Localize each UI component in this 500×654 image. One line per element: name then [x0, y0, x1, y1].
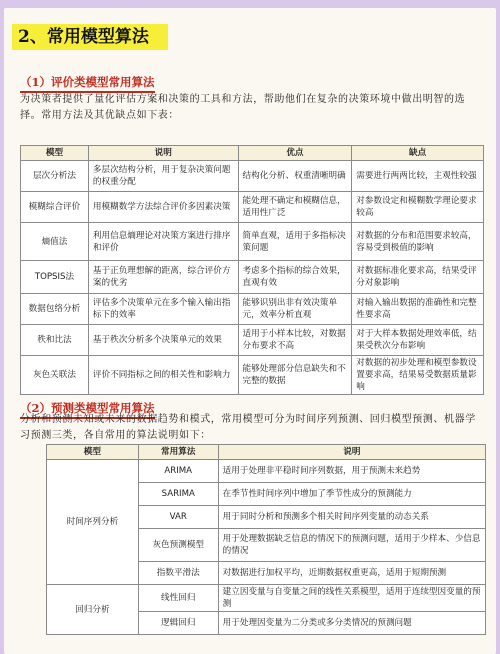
table-cell: 模糊综合评价 — [21, 192, 89, 223]
table-cell: 考虑多个指标的综合效果，直观有效 — [238, 261, 352, 294]
section1-heading-text: （1）评价类模型常用算法 — [20, 75, 155, 89]
table-row — [47, 460, 486, 483]
table-row — [21, 325, 484, 356]
table-cell: 利用信息熵理论对决策方案进行排序和评价 — [88, 223, 238, 261]
algorithm-cell: ARIMA — [138, 460, 218, 483]
table-header-row — [47, 445, 486, 460]
table-cell: 对参数设定和模糊数学理论要求较高 — [352, 192, 484, 223]
document-page — [4, 8, 496, 654]
table-cell: 适用于小样本比较，对数据分布要求不高 — [238, 325, 352, 356]
algorithm-cell: 指数平滑法 — [138, 562, 218, 585]
section1-heading — [20, 74, 155, 90]
table-cell: 能够处理部分信息缺失和不完整的数据 — [238, 356, 352, 395]
table-row — [21, 261, 484, 294]
table-cell: 对输入输出数据的准确性和完整性要求高 — [352, 294, 484, 325]
table-cell: 熵值法 — [21, 223, 89, 261]
column-header: 缺点 — [352, 146, 484, 161]
table-cell: 对数据的分布和范围要求较高，容易受到极值的影响 — [352, 223, 484, 261]
table-cell: 能够识别出非有效决策单元，效率分析直观 — [238, 294, 352, 325]
page-title: 2、常用模型算法 — [12, 24, 168, 50]
table-row — [21, 192, 484, 223]
table-cell: 需要进行两两比较，主观性较强 — [352, 161, 484, 192]
description-cell: 用于处理因变量为二分类或多分类情况的预测问题 — [218, 612, 485, 635]
evaluation-methods-table — [20, 145, 484, 395]
column-header: 说明 — [218, 445, 485, 460]
table-cell: 数据包络分析 — [21, 294, 89, 325]
table-cell: 对于大样本数据处理效率低，结果受秩次分布影响 — [352, 325, 484, 356]
algorithm-cell: 逻辑回归 — [138, 612, 218, 635]
table-cell: 对数据的初步处理和模型参数设置要求高，结果易受数据质量影响 — [352, 356, 484, 395]
column-header: 优点 — [238, 146, 352, 161]
table-row — [21, 223, 484, 261]
column-header: 常用算法 — [138, 445, 218, 460]
section1-intro: 为决策者提供了量化评估方案和决策的工具和方法，帮助他们在复杂的决策环境中做出明智的选择。常用方法及其优缺点如下表： — [20, 94, 466, 121]
table-cell: 基于正负理想解的距离，综合评价方案的优劣 — [88, 261, 238, 294]
table-row — [21, 294, 484, 325]
description-cell: 用于同时分析和预测多个相关时间序列变量的动态关系 — [218, 506, 485, 529]
table-cell: 能处理不确定和模糊信息，适用性广泛 — [238, 192, 352, 223]
description-cell: 对数据进行加权平均，近期数据权重更高，适用于短期预测 — [218, 562, 485, 585]
table-cell: 结构化分析、权重清晰明确 — [238, 161, 352, 192]
description-cell: 适用于处理非平稳时间序列数据，用于预测未来趋势 — [218, 460, 485, 483]
model-group-cell: 回归分析 — [47, 585, 139, 635]
table-cell: 多层次结构分析，用于复杂决策问题的权重分配 — [88, 161, 238, 192]
algorithm-cell: SARIMA — [138, 483, 218, 506]
table-row — [21, 356, 484, 395]
section2-intro: 分析和预测未知或未来的数据趋势和模式，常用模型可分为时间序列预测、回归模型预测、机器学习预测三类，各自常用的算法说明如下： — [20, 414, 476, 441]
section2-heading-text: （2）预测类模型常用算法 — [20, 401, 155, 415]
description-cell: 在季节性时间序列中增加了季节性成分的预测能力 — [218, 483, 485, 506]
table-cell: 评估多个决策单元在多个输入输出指标下的效率 — [88, 294, 238, 325]
column-header: 说明 — [88, 146, 238, 161]
table-row — [21, 161, 484, 192]
table-header-row — [21, 146, 484, 161]
table-cell: 基于秩次分析多个决策单元的效果 — [88, 325, 238, 356]
table-cell: TOPSIS法 — [21, 261, 89, 294]
model-group-cell: 时间序列分析 — [47, 460, 139, 585]
table-cell: 秩和比法 — [21, 325, 89, 356]
table-cell: 灰色关联法 — [21, 356, 89, 395]
description-cell: 用于处理数据缺乏信息的情况下的预测问题，适用于少样本、少信息的情况 — [218, 529, 485, 562]
description-cell: 建立因变量与自变量之间的线性关系模型，适用于连续型因变量的预测 — [218, 585, 485, 612]
algorithm-cell: 线性回归 — [138, 585, 218, 612]
table-cell: 简单直观，适用于多指标决策问题 — [238, 223, 352, 261]
table-cell: 评价不同指标之间的相关性和影响力 — [88, 356, 238, 395]
column-header: 模型 — [47, 445, 139, 460]
algorithm-cell: VAR — [138, 506, 218, 529]
column-header: 模型 — [21, 146, 89, 161]
table-cell: 层次分析法 — [21, 161, 89, 192]
algorithm-cell: 灰色预测模型 — [138, 529, 218, 562]
table-cell: 对数据标准化要求高，结果受评分对象影响 — [352, 261, 484, 294]
table-cell: 用模糊数学方法综合评价多因素决策 — [88, 192, 238, 223]
prediction-methods-table — [46, 444, 486, 635]
table-row — [47, 585, 486, 612]
